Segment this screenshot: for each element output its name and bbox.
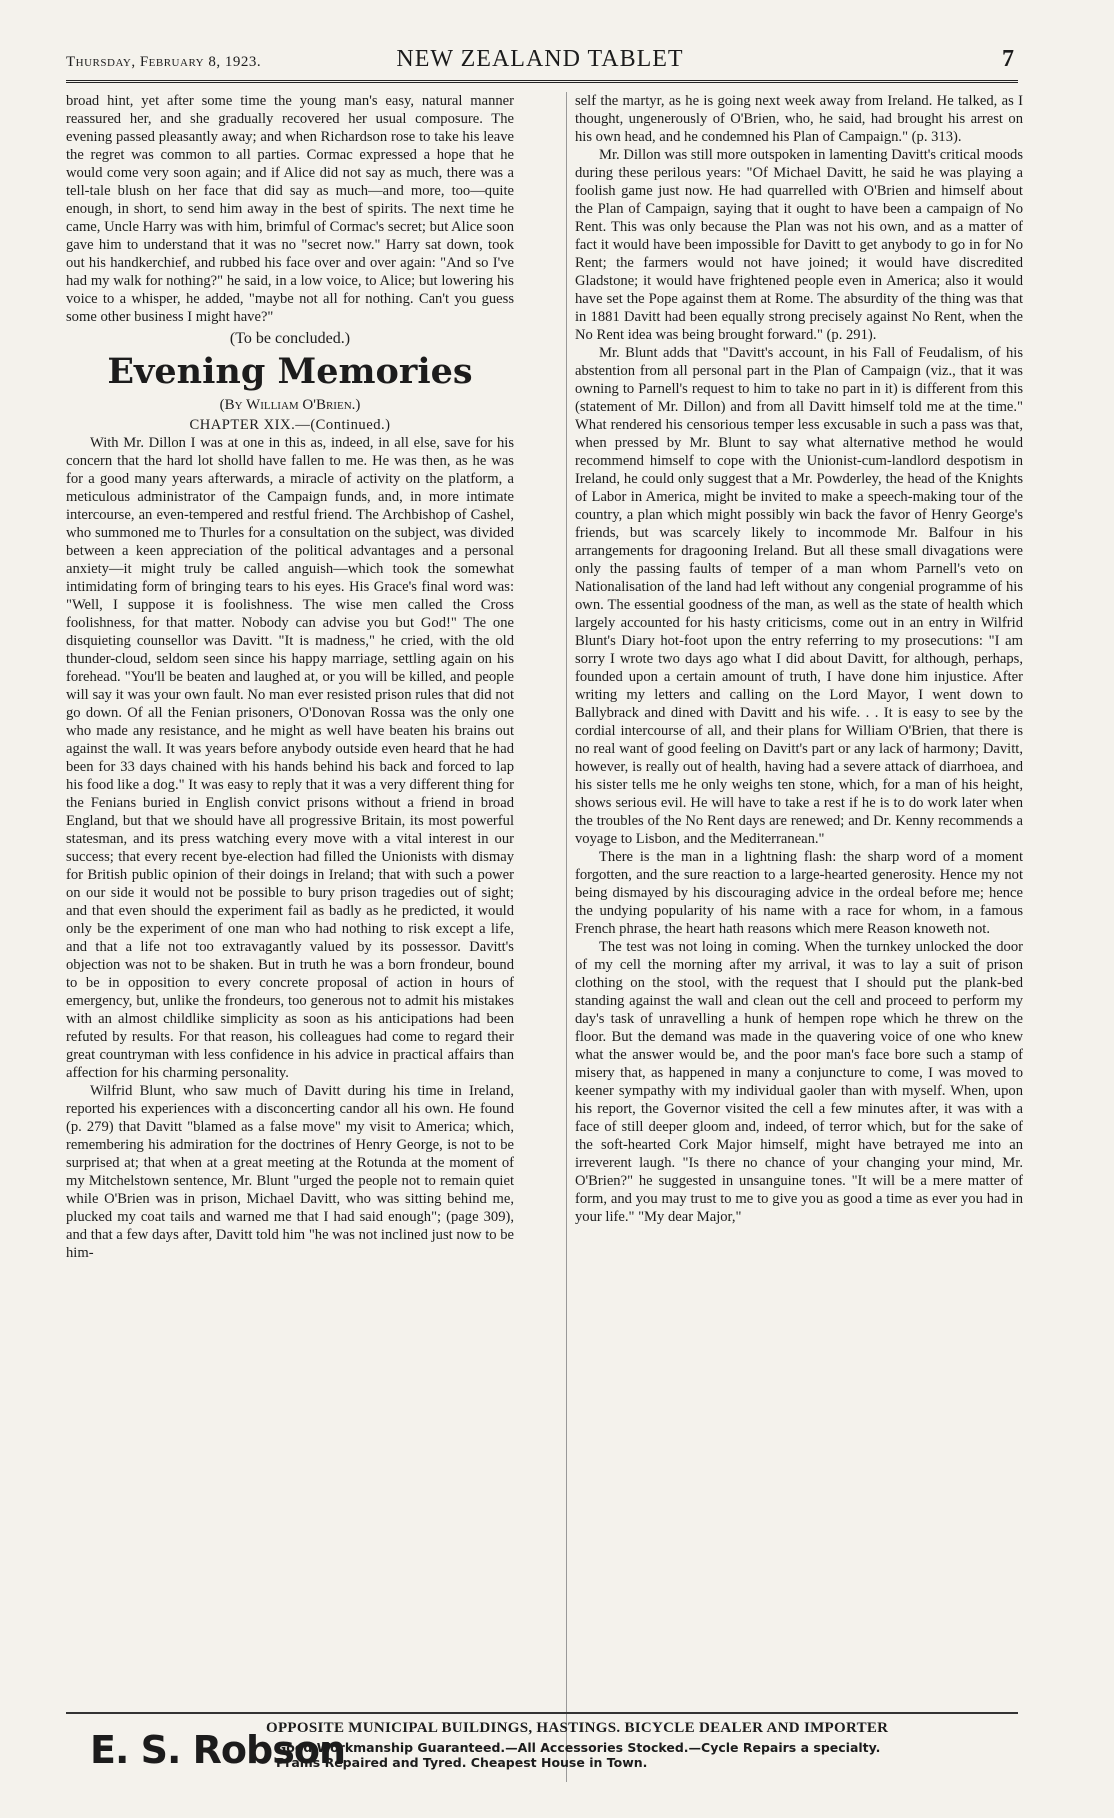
article-title: Evening Memories: [107, 351, 473, 392]
advertisement: [66, 1718, 1018, 1772]
ad-tagline: Prams Repaired and Tyred. Cheapest House in Town.: [276, 1755, 648, 1770]
article-paragraph: There is the man in a lightning flash: the sharp word of a moment forgotten, and the sure reaction to a large-hearted generosity. Hence my not being dismayed by his discouraging advice in the ordeal before me; hence the undying popularity of his name with a race for whom, in a famous French phrase, the heart hath reasons which mere Reason knoweth not.: [575, 849, 1023, 937]
column-separator: [566, 92, 567, 1782]
footer-rule: [66, 1712, 1018, 1714]
article-paragraph: self the martyr, as he is going next week away from Ireland. He talked, as I thought, ungenerously of O'Brien, who, he said, had brought his arrest on his own head, and he condemned his Plan of Campaign." (p. 313).: [575, 93, 1023, 145]
issue-date: Thursday, February 8, 1923.: [66, 54, 262, 70]
article-paragraph: The test was not loing in coming. When the turnkey unlocked the door of my cell the morning after my arrival, it was to lay a suit of prison clothing on the stool, with the request that I should put the plank-bed standing against the wall and clean out the cell and proceed to perform my day's task of unravelling a hunk of hempen rope which he threw on the floor. But the demand was made in the quavering voice of one who knew what the answer would be, and the poor man's face bore such a stamp of misery that, as happened in many a conjuncture to come, I was moved to keener sympathy with my individual gaoler than with myself. When, upon his report, the Governor visited the cell a few minutes after, it was with a face of still deeper gloom and, indeed, of terror which, but for the sake of the soft-hearted Cork Major himself, might have betrayed me into an irreverent laugh. "Is there no chance of your changing your mind, Mr. O'Brien?" he suggested in unsanguine tones. "It will be a mere matter of form, and you may trust to me to give you as good a time as ever you had in your life." "My dear Major,": [575, 939, 1023, 1225]
article-paragraph: Mr. Dillon was still more outspoken in lamenting Davitt's critical moods during these perilous years: "Of Michael Davitt, he said he was playing a foolish game just now. He had quarrelled with O'Brien and himself about the Plan of Campaign, saying that it ought to have been a campaign of No Rent. This was only because the Plan was not his own, and as a matter of fact it would have been impossible for Davitt to get anybody to go in for No Rent; the farmers would not have joined; it would have discredited Gladstone; it would have frightened people even in America; also it would have set the Pope against them at Rome. The absurdity of the thing was that in 1881 Davitt had been equally strong precisely against No Rent, when the No Rent idea was being brought forward." (p. 291).: [575, 147, 1023, 343]
chapter-heading: CHAPTER XIX.—(Continued.): [189, 417, 391, 433]
newspaper-title: NEW ZEALAND TABLET: [396, 46, 684, 72]
story-conclusion: broad hint, yet after some time the young man's easy, natural manner reassured her, and she gradually recovered her usual composure. The evening passed pleasantly away; and when Richardson rose to take his leave the regret was common to all parties. Cormac expressed a hope that he would come very soon again; and if Alice did not say as much, there was a tell-tale blush on her face that did say as much—and more, too—quite enough, in short, to send him away in the best of spirits. The next time he came, Uncle Harry was with him, brimful of Cormac's secret; but Alice soon gave him to understand that it was no "secret now." Harry sat down, took out his handkerchief, and rubbed his face over and over again: "And so I've had my walk for nothing?" he said, in a low voice, to Alice; but lowering his voice to a whisper, he added, "maybe not all for nothing. Can't you guess some other business I might have?": [66, 93, 514, 325]
advertiser-name: E. S. Robson: [90, 1728, 346, 1772]
ad-address-line: OPPOSITE MUNICIPAL BUILDINGS, HASTINGS. BICYCLE DEALER AND IMPORTER: [266, 1720, 889, 1736]
to-be-concluded-note: (To be concluded.): [229, 330, 351, 347]
right-column: [575, 92, 1023, 1226]
page-header: [66, 46, 1014, 80]
article-byline: (By William O'Brien.): [219, 397, 361, 413]
header-rule: [66, 80, 1018, 83]
left-column: [66, 92, 514, 1262]
article-paragraph: With Mr. Dillon I was at one in this as, indeed, in all else, save for his concern that the hard lot sholld have fallen to me. He was then, as he was for a good many years afterwards, a miracle of activity on the platform, a meticulous administrator of the Campaign funds, and, in more intimate intercourse, an even-tempered and restful friend. The Archbishop of Cashel, who summoned me to Thurles for a consultation on the subject, was divided between a keen appreciation of the political advantages and a personal anxiety—it might truly be called anguish—which took the somewhat intimidating form of bringing tears to his eyes. His Grace's final word was: "Well, I suppose it is foolishness. The wise men called the Cross foolishness, for that matter. Nobody can advise you but God!" The one disquieting counsellor was Davitt. "It is madness," he cried, with the old thunder-cloud, seldom seen since his happy marriage, settling again on his forehead. "You'll be beaten and laughed at, or you will be killed, and people will say it was your own fault. No man ever resisted prison rules that did not go down. Of all the Fenian prisoners, O'Donovan Rossa was the only one who made any resistance, and he might as well have beaten his brains out against the wall. It was years before anybody outside even heard that he had been for 33 days chained with his hands behind his back and forced to lap his food like a dog." It was easy to reply that it was a very different thing for the Fenians buried in English convict prisons without a friend in broad England, but that we should have all progressive Britain, its most powerful statesman, and its press watching every move with a vital interest in our success; that every recent bye-election had filled the Unionists with dismay for British public opinion of their doings in Ireland; that with such a power on our side it would not be possible to bury prison tragedies out of sight; and that even should the experiment fail as badly as he predicted, it would only be the experiment of one man who had nothing to risk except a life, and that a life not too extravagantly valued by its possessor. Davitt's objection was not to be shaken. But in truth he was a born frondeur, bound to be in opposition to every concrete proposal of action in hours of emergency, but, unlike the frondeurs, too generous not to admit his mistakes with an almost childlike simplicity as soon as his anticipations had been refuted by results. For that reason, his colleagues had come to regard their great countryman with less confidence in his advice in practical affairs than affection for his charming personality.: [66, 435, 514, 1081]
article-paragraph: Mr. Blunt adds that "Davitt's account, in his Fall of Feudalism, of his abstention from all personal part in the Plan of Campaign (viz., that it was owning to Parnell's request to him to take no part in it) is different from this (statement of Mr. Dillon) and from all Davitt himself told me at the time." What rendered his censorious temper less excusable in such a pass was that, when pressed by Mr. Blunt to say what alternative method he would recommend himself to cope with the Unionist-cum-landlord despotism in Ireland, he could only suggest that a Mr. Powderley, the head of the Knights of Labor in America, might be invited to make a speech-making tour of the country, a plan which might possibly win back the favor of Henry George's friends, but was scarcely likely to incommode Mr. Balfour in his arrangements for dragooning Ireland. But all these small divagations were only the passing faults of temper of a man whom Parnell's veto on Nationalisation of the land had left without any congenial programme of his own. The essential goodness of the man, as well as the state of health which largely accounted for his hasty criticisms, come out in an entry in Wilfrid Blunt's Diary hot-foot upon the entry referring to my prosecutions: "I am sorry I wrote two days ago what I did about Davitt, for although, perhaps, founded upon a certain amount of truth, I have done him injustice. After writing my letters and calling on the Lord Mayor, I went down to Ballybrack and dined with Davitt and his wife. . . It is easy to see by the cordial intercourse of all, and their plans for William O'Brien, that there is no real want of good feeling on Davitt's part or any lack of harmony; Davitt, however, is really out of health, having had a severe attack of diarrhoea, and his sister tells me he only weighs ten stone, which, for a man of his height, shows serious evil. He will have to take a rest if he is to do work later when the troubles of the No Rent days are renewed; and Dr. Kenny recommends a voyage to Lisbon, and the Mediterranean.": [575, 345, 1023, 847]
page-number: 7: [1002, 46, 1014, 72]
article-paragraph: Wilfrid Blunt, who saw much of Davitt during his time in Ireland, reported his experiences with a disconcerting candor all his own. He found (p. 279) that Davitt "blamed as a false move" my visit to America; which, remembering his admiration for the doctrines of Henry George, is not to be surprised at; that when at a great meeting at the Rotunda at the moment of my Mitchelstown sentence, Mr. Blunt "urged the people not to remain quiet while O'Brien was in prison, Michael Davitt, who was sitting behind me, plucked my coat tails and warned me that I had said enough"; (page 309), and that a few days after, Davitt told him "he was not inclined just now to be him-: [66, 1083, 514, 1261]
ad-services-line: Good Workmanship Guaranteed.—All Accessories Stocked.—Cycle Repairs a specialty.: [276, 1740, 881, 1755]
